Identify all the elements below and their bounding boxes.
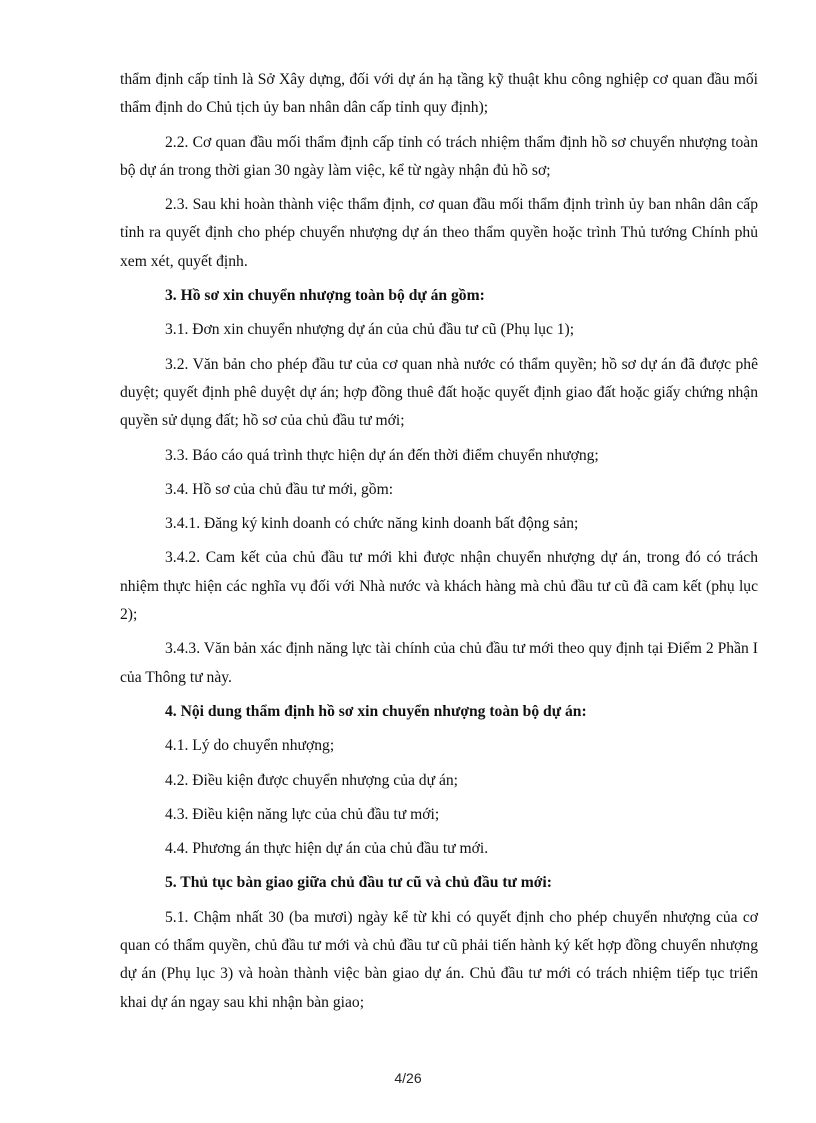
document-body [120,66,758,1023]
section-heading: 3. Hồ sơ xin chuyển nhượng toàn bộ dự án gồm: [165,287,485,305]
paragraph: 4.2. Điều kiện được chuyển nhượng của dự án; [165,771,459,789]
paragraph: 4.3. Điều kiện năng lực của chủ đầu tư mới; [165,805,440,823]
paragraph: 3.1. Đơn xin chuyển nhượng dự án của chủ đầu tư cũ (Phụ lục 1); [165,321,575,339]
paragraph: 3.3. Báo cáo quá trình thực hiện dự án đến thời điểm chuyển nhượng; [165,446,599,464]
section-heading: 4. Nội dung thẩm định hồ sơ xin chuyển nhượng toàn bộ dự án: [165,702,587,720]
paragraph: 5.1. Chậm nhất 30 (ba mươi) ngày kể từ khi có quyết định cho phép chuyển nhượng của cơ quan có thẩm quyền, chủ đầu tư mới và chủ đầu tư cũ phải tiến hành ký kết hợp đồng chuyển nhượng dự án (Phụ lục 3) và hoàn thành việc bàn giao dự án. Chủ đầu tư mới có trách nhiệm tiếp tục triển khai dự án ngay sau khi nhận bàn giao; [120,908,758,1011]
paragraph: thẩm định cấp tỉnh là Sở Xây dựng, đối với dự án hạ tầng kỹ thuật khu công nghiệp cơ quan đầu mối thẩm định do Chủ tịch ủy ban nhân dân cấp tỉnh quy định); [120,71,758,117]
paragraph: 4.1. Lý do chuyển nhượng; [165,737,335,755]
paragraph: 4.4. Phương án thực hiện dự án của chủ đầu tư mới. [165,840,489,858]
paragraph: 3.4.3. Văn bản xác định năng lực tài chính của chủ đầu tư mới theo quy định tại Điểm 2 Phần I của Thông tư này. [120,640,758,686]
paragraph: 3.2. Văn bản cho phép đầu tư của cơ quan nhà nước có thẩm quyền; hồ sơ dự án đã được phê duyệt; quyết định phê duyệt dự án; hợp đồng thuê đất hoặc quyết định giao đất hoặc giấy chứng nhận quyền sử dụng đất; hồ sơ của chủ đầu tư mới; [120,355,758,430]
paragraph: 3.4. Hồ sơ của chủ đầu tư mới, gồm: [165,480,394,498]
page-number: 4/26 [394,1070,422,1086]
section-heading: 5. Thủ tục bàn giao giữa chủ đầu tư cũ và chủ đầu tư mới: [165,874,552,892]
paragraph: 2.2. Cơ quan đầu mối thẩm định cấp tỉnh có trách nhiệm thẩm định hồ sơ chuyển nhượng toàn bộ dự án trong thời gian 30 ngày làm việc, kể từ ngày nhận đủ hồ sơ; [120,133,758,179]
paragraph: 3.4.1. Đăng ký kinh doanh có chức năng kinh doanh bất động sản; [165,515,579,533]
paragraph: 2.3. Sau khi hoàn thành việc thẩm định, cơ quan đầu mối thẩm định trình ủy ban nhân dân cấp tỉnh ra quyết định cho phép chuyển nhượng dự án theo thẩm quyền hoặc trình Thủ tướng Chính phủ xem xét, quyết định. [120,196,758,270]
paragraph: 3.4.2. Cam kết của chủ đầu tư mới khi được nhận chuyển nhượng dự án, trong đó có trách nhiệm thực hiện các nghĩa vụ đối với Nhà nước và khách hàng mà chủ đầu tư cũ đã cam kết (phụ lục 2); [120,549,758,624]
